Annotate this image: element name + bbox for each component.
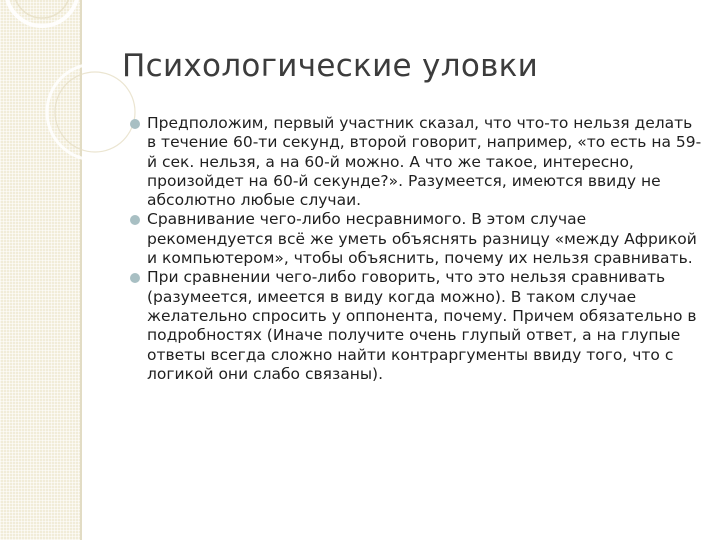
bullet-item — [130, 114, 705, 210]
slide-title: Психологические уловки — [122, 48, 539, 84]
bullet-list — [130, 114, 705, 384]
bullet-dot-icon — [130, 119, 140, 129]
bullet-dot-icon — [130, 215, 140, 225]
bullet-text: Сравнивание чего-либо несравнимого. В этом случае рекомендуется всё же уметь объяснять разницу «между Африкой и компьютером», чтобы объяснить, почему их нельзя сравнивать. — [147, 210, 697, 268]
bullet-dot-icon — [130, 273, 140, 283]
decorative-circles-ornament — [0, 0, 140, 170]
bullet-item — [130, 210, 705, 268]
bullet-text: При сравнении чего-либо говорить, что это нельзя сравнивать (разумеется, имеется в виду когда можно). В таком случае желательно спросить у оппонента, почему. Причем обязательно в подробностях (Иначе получите очень глупый ответ, а на глупые ответы всегда сложно найти контраргументы ввиду того, что с логикой они слабо связаны). — [147, 268, 697, 383]
bullet-text: Предположим, первый участник сказал, что что-то нельзя делать в течение 60-ти секунд, второй говорит, например, «то есть на 59-й сек. нельзя, а на 60-й можно. А что же такое, интересно, произойдет на 60-й секунде?». Разумеется, имеются ввиду не абсолютно любые случаи. — [147, 114, 702, 210]
bullet-item — [130, 268, 705, 384]
